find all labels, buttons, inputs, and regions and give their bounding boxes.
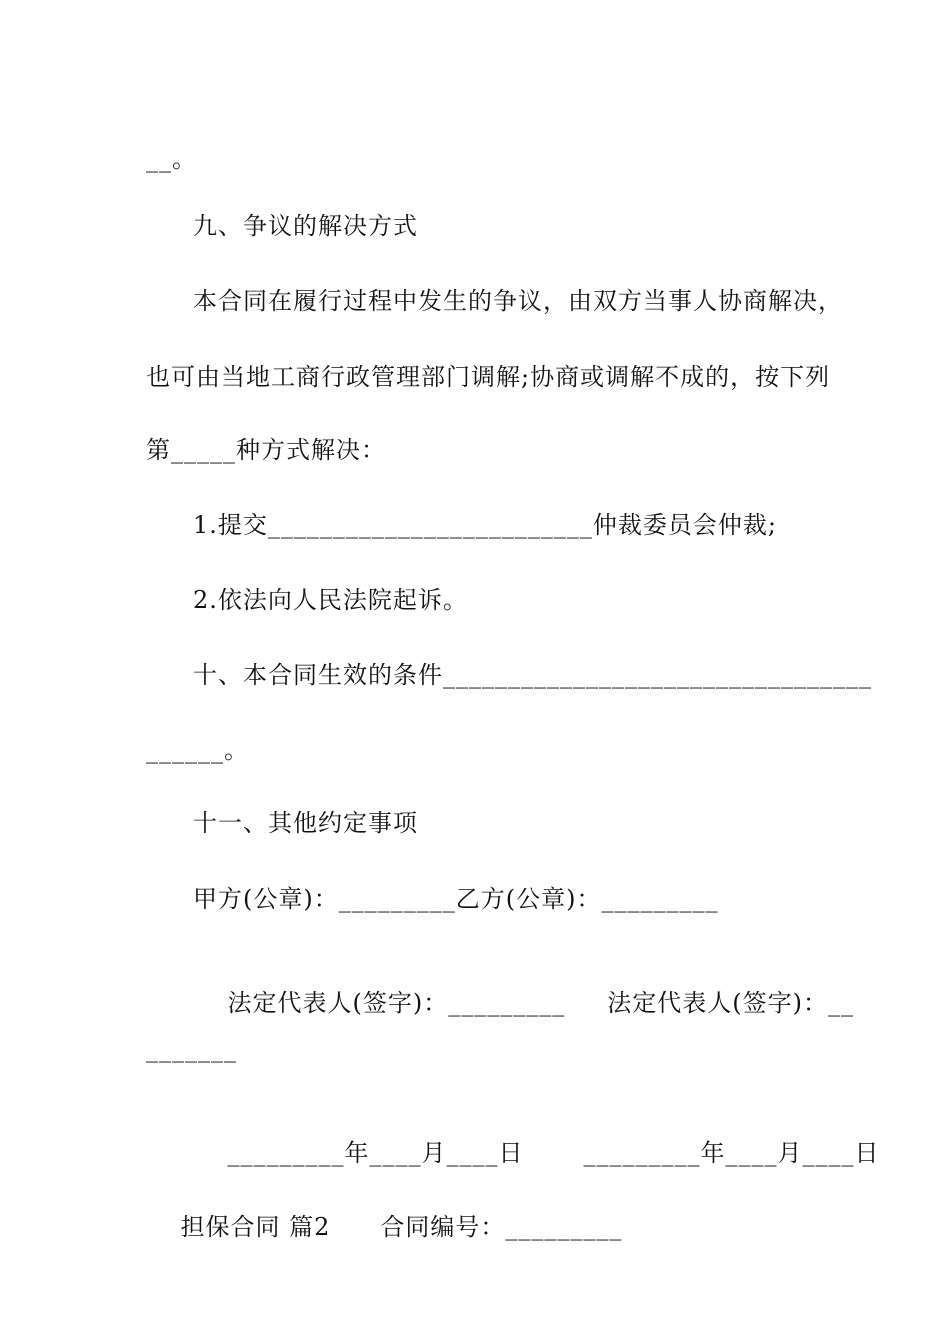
paragraph-line-9: ______。 (146, 736, 249, 764)
text-line-13: _______ (146, 1035, 237, 1063)
section-10-title: 十、本合同生效的条件_________________________________ (193, 661, 872, 689)
date-a: _________年____月____日 (227, 1139, 524, 1167)
legal-representatives-line (193, 958, 854, 1048)
party-b-signature: 法定代表人(签字)：__ (607, 989, 854, 1017)
party-a-signature: 法定代表人(签字)：_________ (227, 989, 566, 1017)
section-11-title: 十一、其他约定事项 (193, 809, 418, 837)
contract-title: 担保合同 篇2 (180, 1213, 331, 1241)
contract-number: 合同编号：_________ (380, 1213, 623, 1241)
paragraph-line-4: 也可由当地工商行政管理部门调解;协商或调解不成的，按下列 (146, 363, 831, 391)
paragraph-line-7: 2.依法向人民法院起诉。 (193, 586, 468, 614)
contract-heading-line (146, 1182, 622, 1272)
date-b: _________年____月____日 (583, 1139, 880, 1167)
section-9-title: 九、争议的解决方式 (193, 212, 418, 240)
paragraph-line-3: 本合同在履行过程中发生的争议，由双方当事人协商解决， (193, 287, 843, 315)
paragraph-line-5: 第_____种方式解决： (146, 436, 386, 464)
party-seals-line: 甲方(公章)：_________乙方(公章)：_________ (193, 885, 719, 913)
text-line-1: __。 (146, 145, 197, 173)
paragraph-line-6: 1.提交_________________________仲裁委员会仲裁; (193, 511, 777, 539)
